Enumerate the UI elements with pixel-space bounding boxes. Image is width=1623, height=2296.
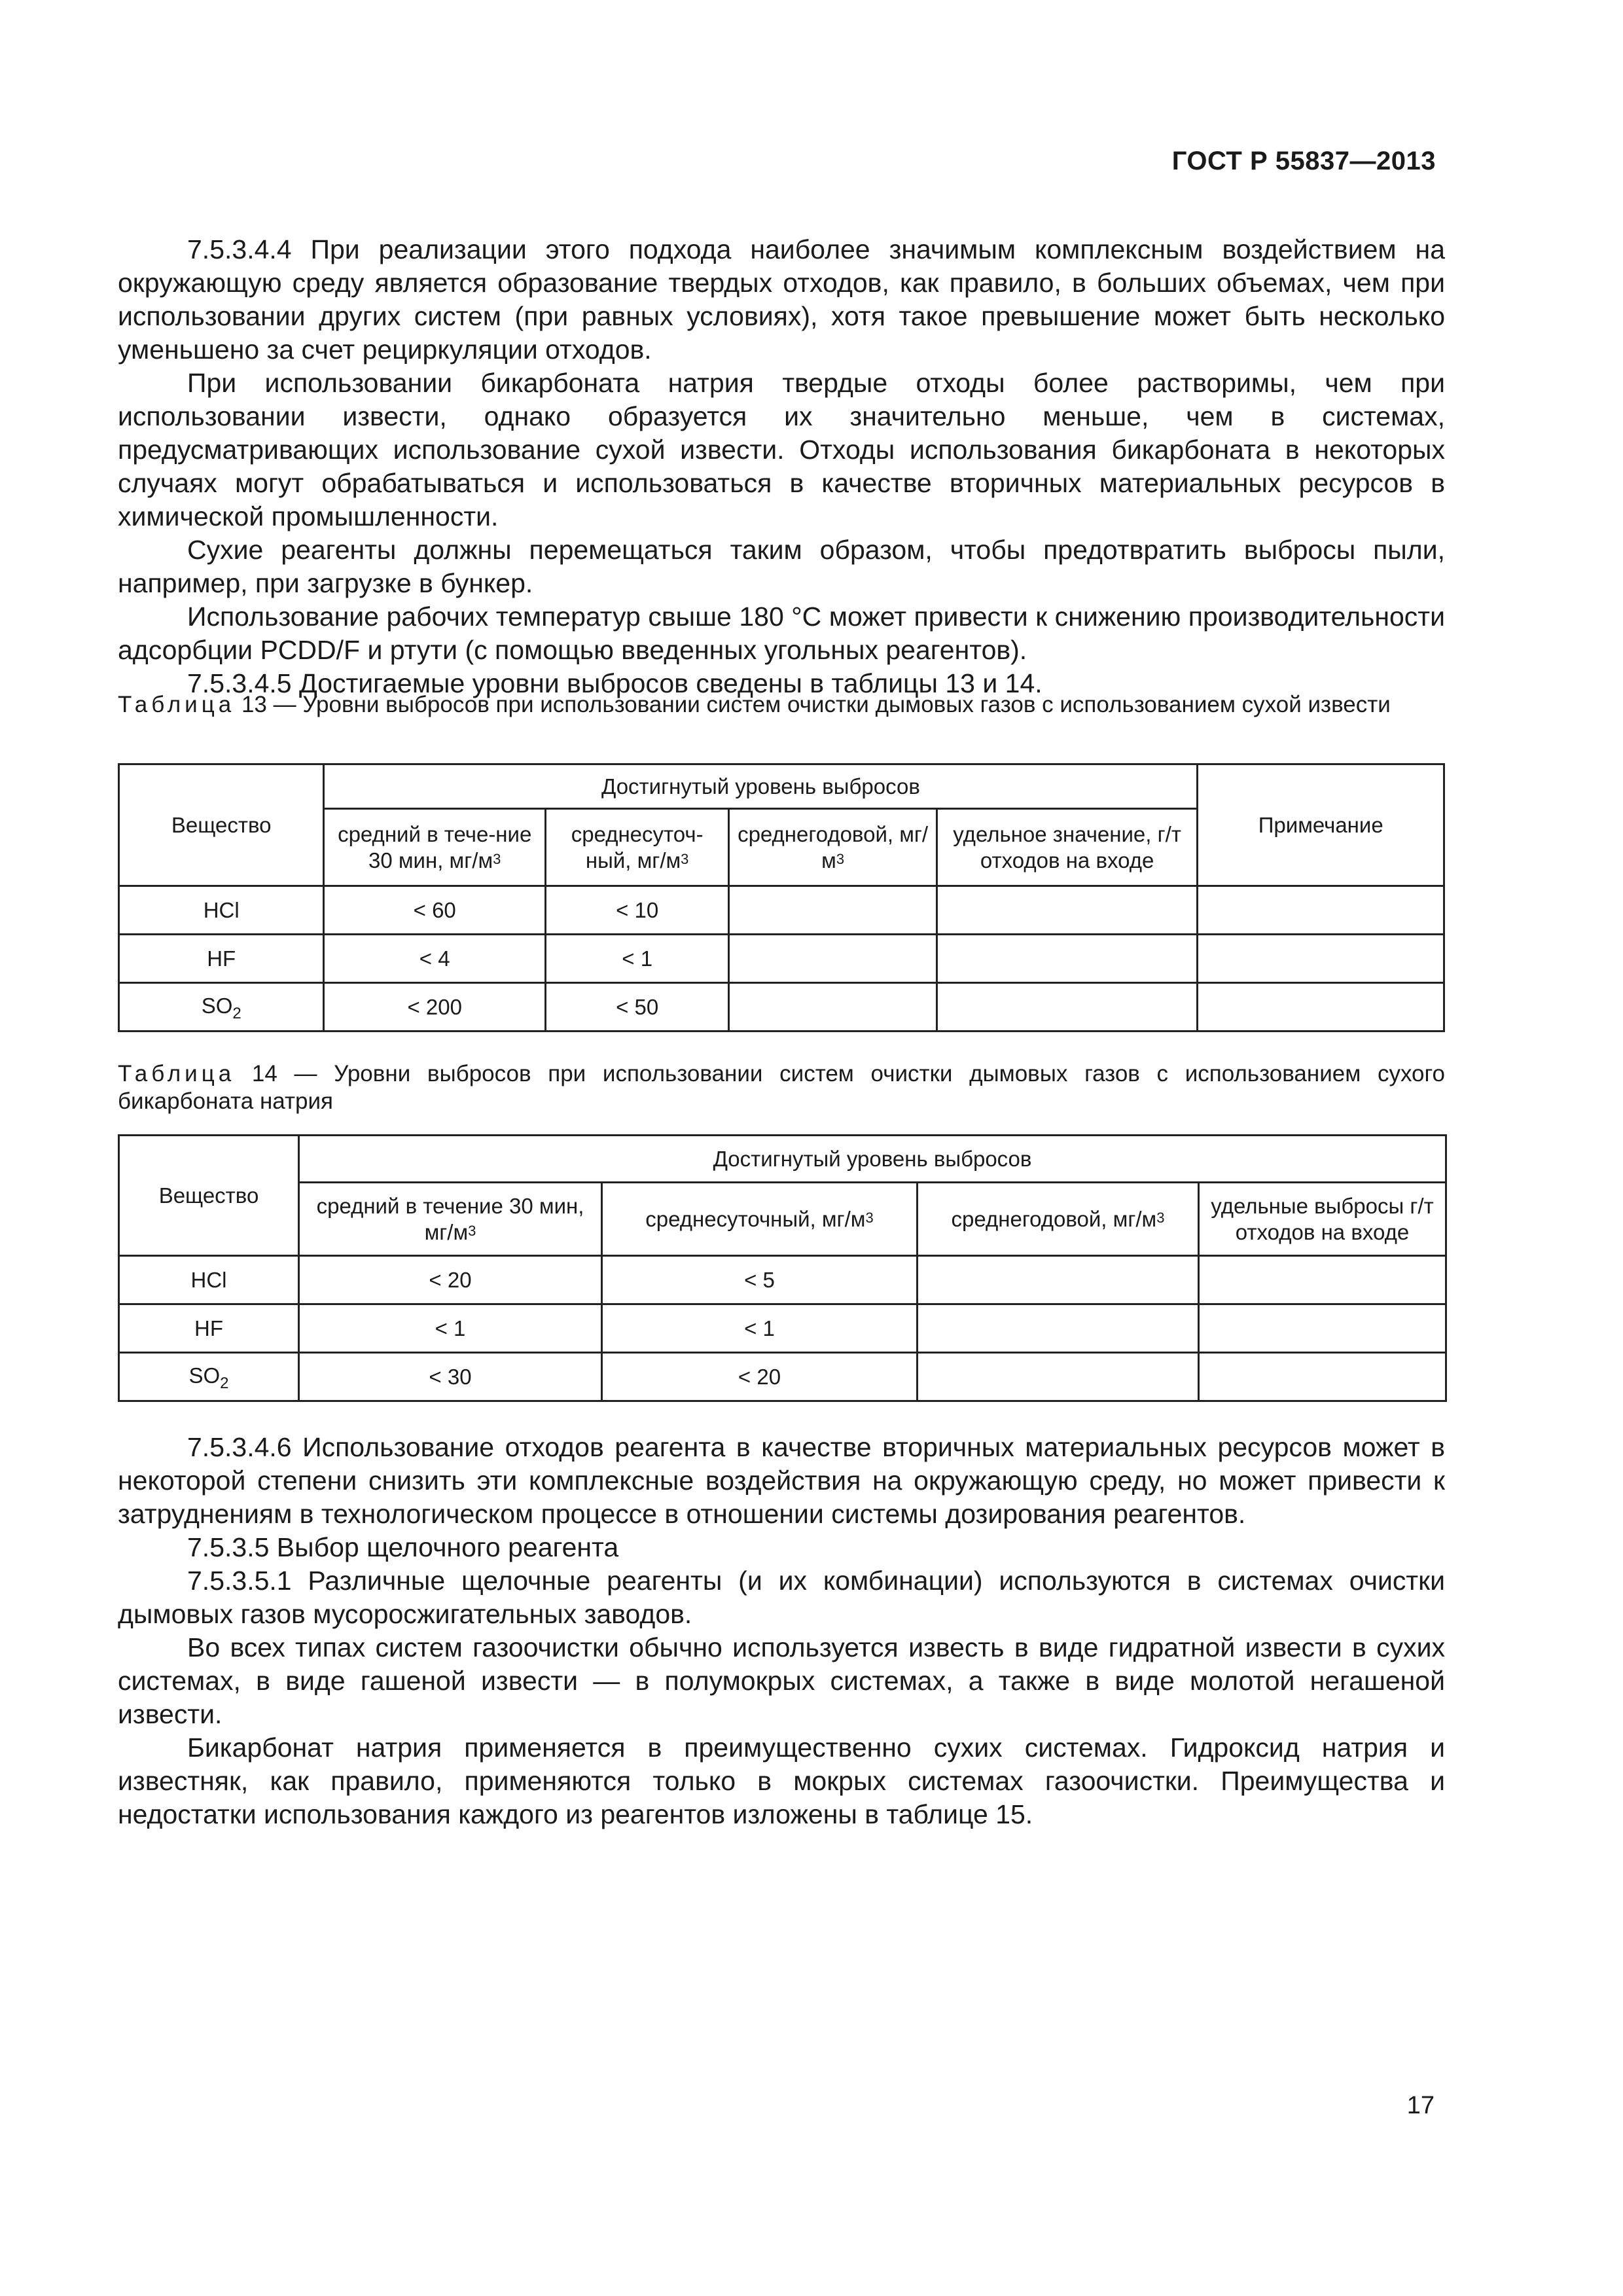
paragraph: Использование рабочих температур свыше 180 °С может привести к снижению производительности адсорбции PCDD/F и ртути (с помощью введенных угольных реагентов). [118, 601, 1445, 665]
table-14-caption [118, 1060, 1445, 1115]
paragraph: 7.5.3.4.6 Использование отходов реагента в качестве вторичных материальных ресурсов может в некоторой степени снизить эти комплексные воздействия на окружающую среду, но может привести к затруднениям в технологическом процессе в отношении системы дозирования реагентов. [118, 1432, 1445, 1529]
header-remark: Примечание [1198, 764, 1444, 886]
table-row: $SO_2$ < 200 < 50 [119, 983, 1444, 1031]
text-block-top [118, 233, 1445, 700]
header-annual: среднегодовой, $мг/м^3$ [729, 809, 936, 886]
paragraph: Бикарбонат натрия применяется в преимущественно сухих системах. Гидроксид натрия и известняк, как правило, применяются только в мокрых системах газоочистки. Преимущества и недостатки использования каждого из реагентов изложены в таблице 15. [118, 1732, 1445, 1829]
header-annual: среднегодовой, $мг/м^3$ [918, 1183, 1199, 1256]
table-row: HF < 1 < 1 [119, 1304, 1446, 1353]
caption-text: 13 — Уровни выбросов при использовании систем очистки дымовых газов с использованием сухой извести [241, 692, 1391, 717]
header-specific: удельные выбросы г/т отходов на входе [1199, 1183, 1446, 1256]
header-substance: Вещество [119, 764, 324, 886]
header-daily: среднесуточ-ный, $мг/м^3$ [545, 809, 728, 886]
table-13-caption [118, 691, 1445, 719]
header-daily: среднесуточный, $мг/м^3$ [602, 1183, 918, 1256]
paragraph: 7.5.3.4.4 При реализации этого подхода наиболее значимым комплексным воздействием на окружающую среду является образование твердых отходов, как правило, в больших объемах, чем при использовании других систем (при равных условиях), хотя такое превышение может быть несколько уменьшено за счет рециркуляции отходов. [118, 234, 1445, 365]
header-specific: удельное значение, г/т отходов на входе [936, 809, 1198, 886]
paragraph: 7.5.3.5 Выбор щелочного реагента [187, 1532, 619, 1562]
page-number: 17 [1406, 2092, 1435, 2119]
table-row: HF < 4 < 1 [119, 935, 1444, 983]
table-row: $SO_2$ < 30 < 20 [119, 1353, 1446, 1401]
document-header: ГОСТ Р 55837—2013 [1171, 147, 1436, 175]
caption-text: 14 — Уровни выбросов при использовании систем очистки дымовых газов с использованием сухого бикарбоната натрия [118, 1061, 1445, 1114]
table-row: HCl < 60 < 10 [119, 886, 1444, 935]
paragraph: Во всех типах систем газоочистки обычно используется известь в виде гидратной извести в сухих системах, в виде гашеной извести — в полумокрых системах, а также в виде молотой негашеной извести. [118, 1632, 1445, 1729]
header-substance: Вещество [119, 1136, 299, 1256]
header-group: Достигнутый уровень выбросов [299, 1136, 1446, 1183]
header-30min: средний в течение 30 мин, $мг/м^3$ [299, 1183, 602, 1256]
caption-label: Таблица [118, 1061, 236, 1086]
paragraph: При использовании бикарбоната натрия твердые отходы более растворимы, чем при использовании извести, однако образуется их значительно меньше, чем в системах, предусматривающих использование сухой извести. Отходы использования бикарбоната в некоторых случаях могут обрабатываться и использоваться в качестве вторичных материальных ресурсов в химической промышленности. [118, 368, 1445, 531]
table-13 [118, 763, 1445, 1032]
paragraph: 7.5.3.4.5 Достигаемые уровни выбросов сведены в таблицы 13 и 14. [187, 668, 1043, 698]
paragraph: Сухие реагенты должны перемещаться таким образом, чтобы предотвратить выбросы пыли, например, при загрузке в бункер. [118, 535, 1445, 598]
header-group: Достигнутый уровень выбросов [324, 764, 1198, 809]
paragraph: 7.5.3.5.1 Различные щелочные реагенты (и их комбинации) используются в системах очистки дымовых газов мусоросжигательных заводов. [118, 1566, 1445, 1629]
table-14 [118, 1134, 1445, 1402]
caption-label: Таблица [118, 692, 236, 717]
table-row: HCl < 20 < 5 [119, 1256, 1446, 1304]
header-30min: средний в тече-ние 30 мин, $мг/м^3$ [324, 809, 546, 886]
text-block-bottom [118, 1431, 1445, 1831]
